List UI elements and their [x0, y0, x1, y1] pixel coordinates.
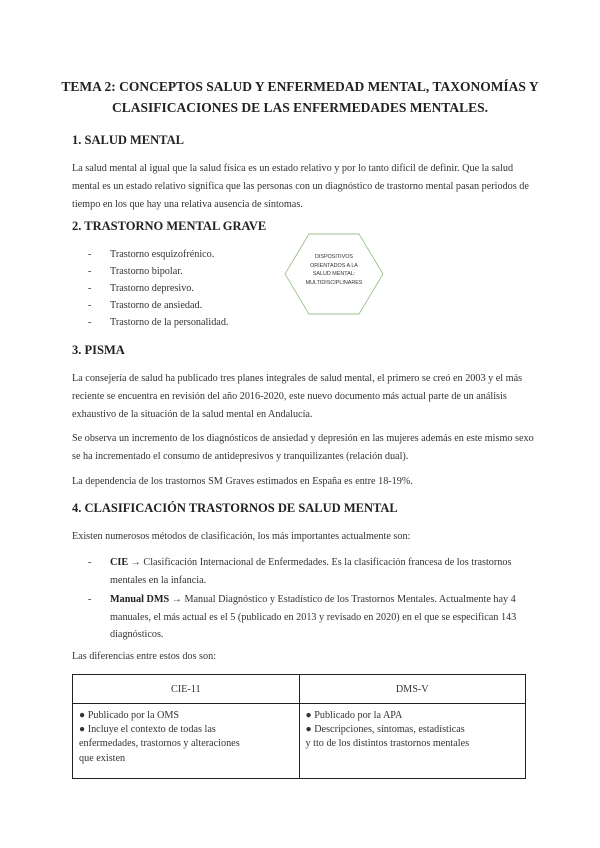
trastornos-list — [88, 246, 228, 331]
list-item: - Trastorno esquizofrénico. — [88, 246, 228, 263]
term-dms: Manual DMS — [110, 594, 170, 606]
table-row — [73, 704, 526, 779]
cell-cie11 — [73, 704, 300, 779]
paragraph-diferencias: Las diferencias entre estos dos son: — [72, 651, 216, 662]
arrow: → — [128, 557, 144, 568]
header-cie11: CIE-11 — [73, 675, 300, 704]
list-item: - Trastorno de ansiedad. — [88, 297, 228, 314]
cell-line: ● Descripciones, síntomas, estadísticas y tto de los distintos trastornos mentales — [305, 724, 470, 750]
heading-salud-mental: 1. SALUD MENTAL — [72, 133, 184, 147]
term-cie: CIE — [110, 557, 129, 568]
arrow: → — [169, 594, 185, 606]
heading-pisma: 3. PISMA — [72, 343, 125, 357]
paragraph-salud-mental: La salud mental al igual que la salud física es un estado relativo y por lo tanto difícil de definir. Que la salud mental es un estado relativo significa que las personas con un diagnóstico de trastorno mental pasan periodos de tiempo en los que hay una relativa ausencia de síntomas. — [72, 163, 529, 210]
list-item-cie — [88, 554, 538, 589]
diagram-line: ORIENTADOS A LA — [310, 262, 358, 269]
comparison-table — [72, 674, 526, 779]
heading-clasificacion: 4. CLASIFICACIÓN TRASTORNOS DE SALUD MENTAL — [72, 501, 398, 515]
cell-dmsv — [299, 704, 526, 779]
clasificaciones-list — [88, 554, 538, 644]
document-title: TEMA 2: CONCEPTOS SALUD Y ENFERMEDAD MENTAL, TAXONOMÍAS Y CLASIFICACIONES DE LAS ENFERMEDADES MENTALES. — [61, 79, 539, 115]
diagram-label — [283, 253, 385, 287]
cell-line: ● Incluye el contexto de todas las enfermedades, trastornos y alteraciones que existen — [79, 724, 240, 764]
table-header-row — [73, 675, 526, 704]
list-item: - Trastorno depresivo. — [88, 280, 228, 297]
definition-dms: Manual Diagnóstico y Estadístico de los Trastornos Mentales. Actualmente hay 4 manuales, el más actual es el 5 (publicado en 2013 y revisado en 2020) en el que se especifican 143 diagnósticos. — [110, 594, 517, 641]
diagram-line: MULTIDISCIPLINARES — [305, 279, 363, 286]
paragraph-pisma-3: La dependencia de los trastornos SM Graves estimados en España es entre 18-19%. — [72, 476, 413, 487]
paragraph-pisma-1: La consejería de salud ha publicado tres planes integrales de salud mental, el primero se creó en 2003 y el más reciente se encuentra en revisión del año 2016-2020, este nuevo documento más actual parte de un análisis exhaustivo de la situación de la salud mental en Andalucía. — [72, 373, 523, 420]
cell-line: ● Publicado por la OMS — [79, 710, 180, 721]
list-item-dms — [88, 591, 538, 644]
list-item: - Trastorno de la personalidad. — [88, 314, 228, 331]
cell-line: ● Publicado por la APA — [305, 710, 403, 721]
paragraph-clasificacion-intro: Existen numerosos métodos de clasificación, los más importantes actualmente son: — [72, 531, 411, 542]
diagram-line: SALUD MENTAL: — [312, 271, 356, 278]
header-dmsv: DMS-V — [299, 675, 526, 704]
definition-cie: Clasificación Internacional de Enfermedades. Es la clasificación francesa de los trastornos mentales en la infancia. — [110, 557, 512, 586]
diagram-line: DISPOSITIVOS — [314, 254, 354, 260]
paragraph-pisma-2: Se observa un incremento de los diagnósticos de ansiedad y depresión en las mujeres además en este mismo sexo se ha incrementado el consumo de antidepresivos y tranquilizantes (relación dual). — [72, 433, 534, 462]
list-item: - Trastorno bipolar. — [88, 263, 228, 280]
heading-trastorno-mental-grave: 2. TRASTORNO MENTAL GRAVE — [72, 219, 267, 233]
dispositivos-hexagon-diagram — [283, 231, 385, 317]
